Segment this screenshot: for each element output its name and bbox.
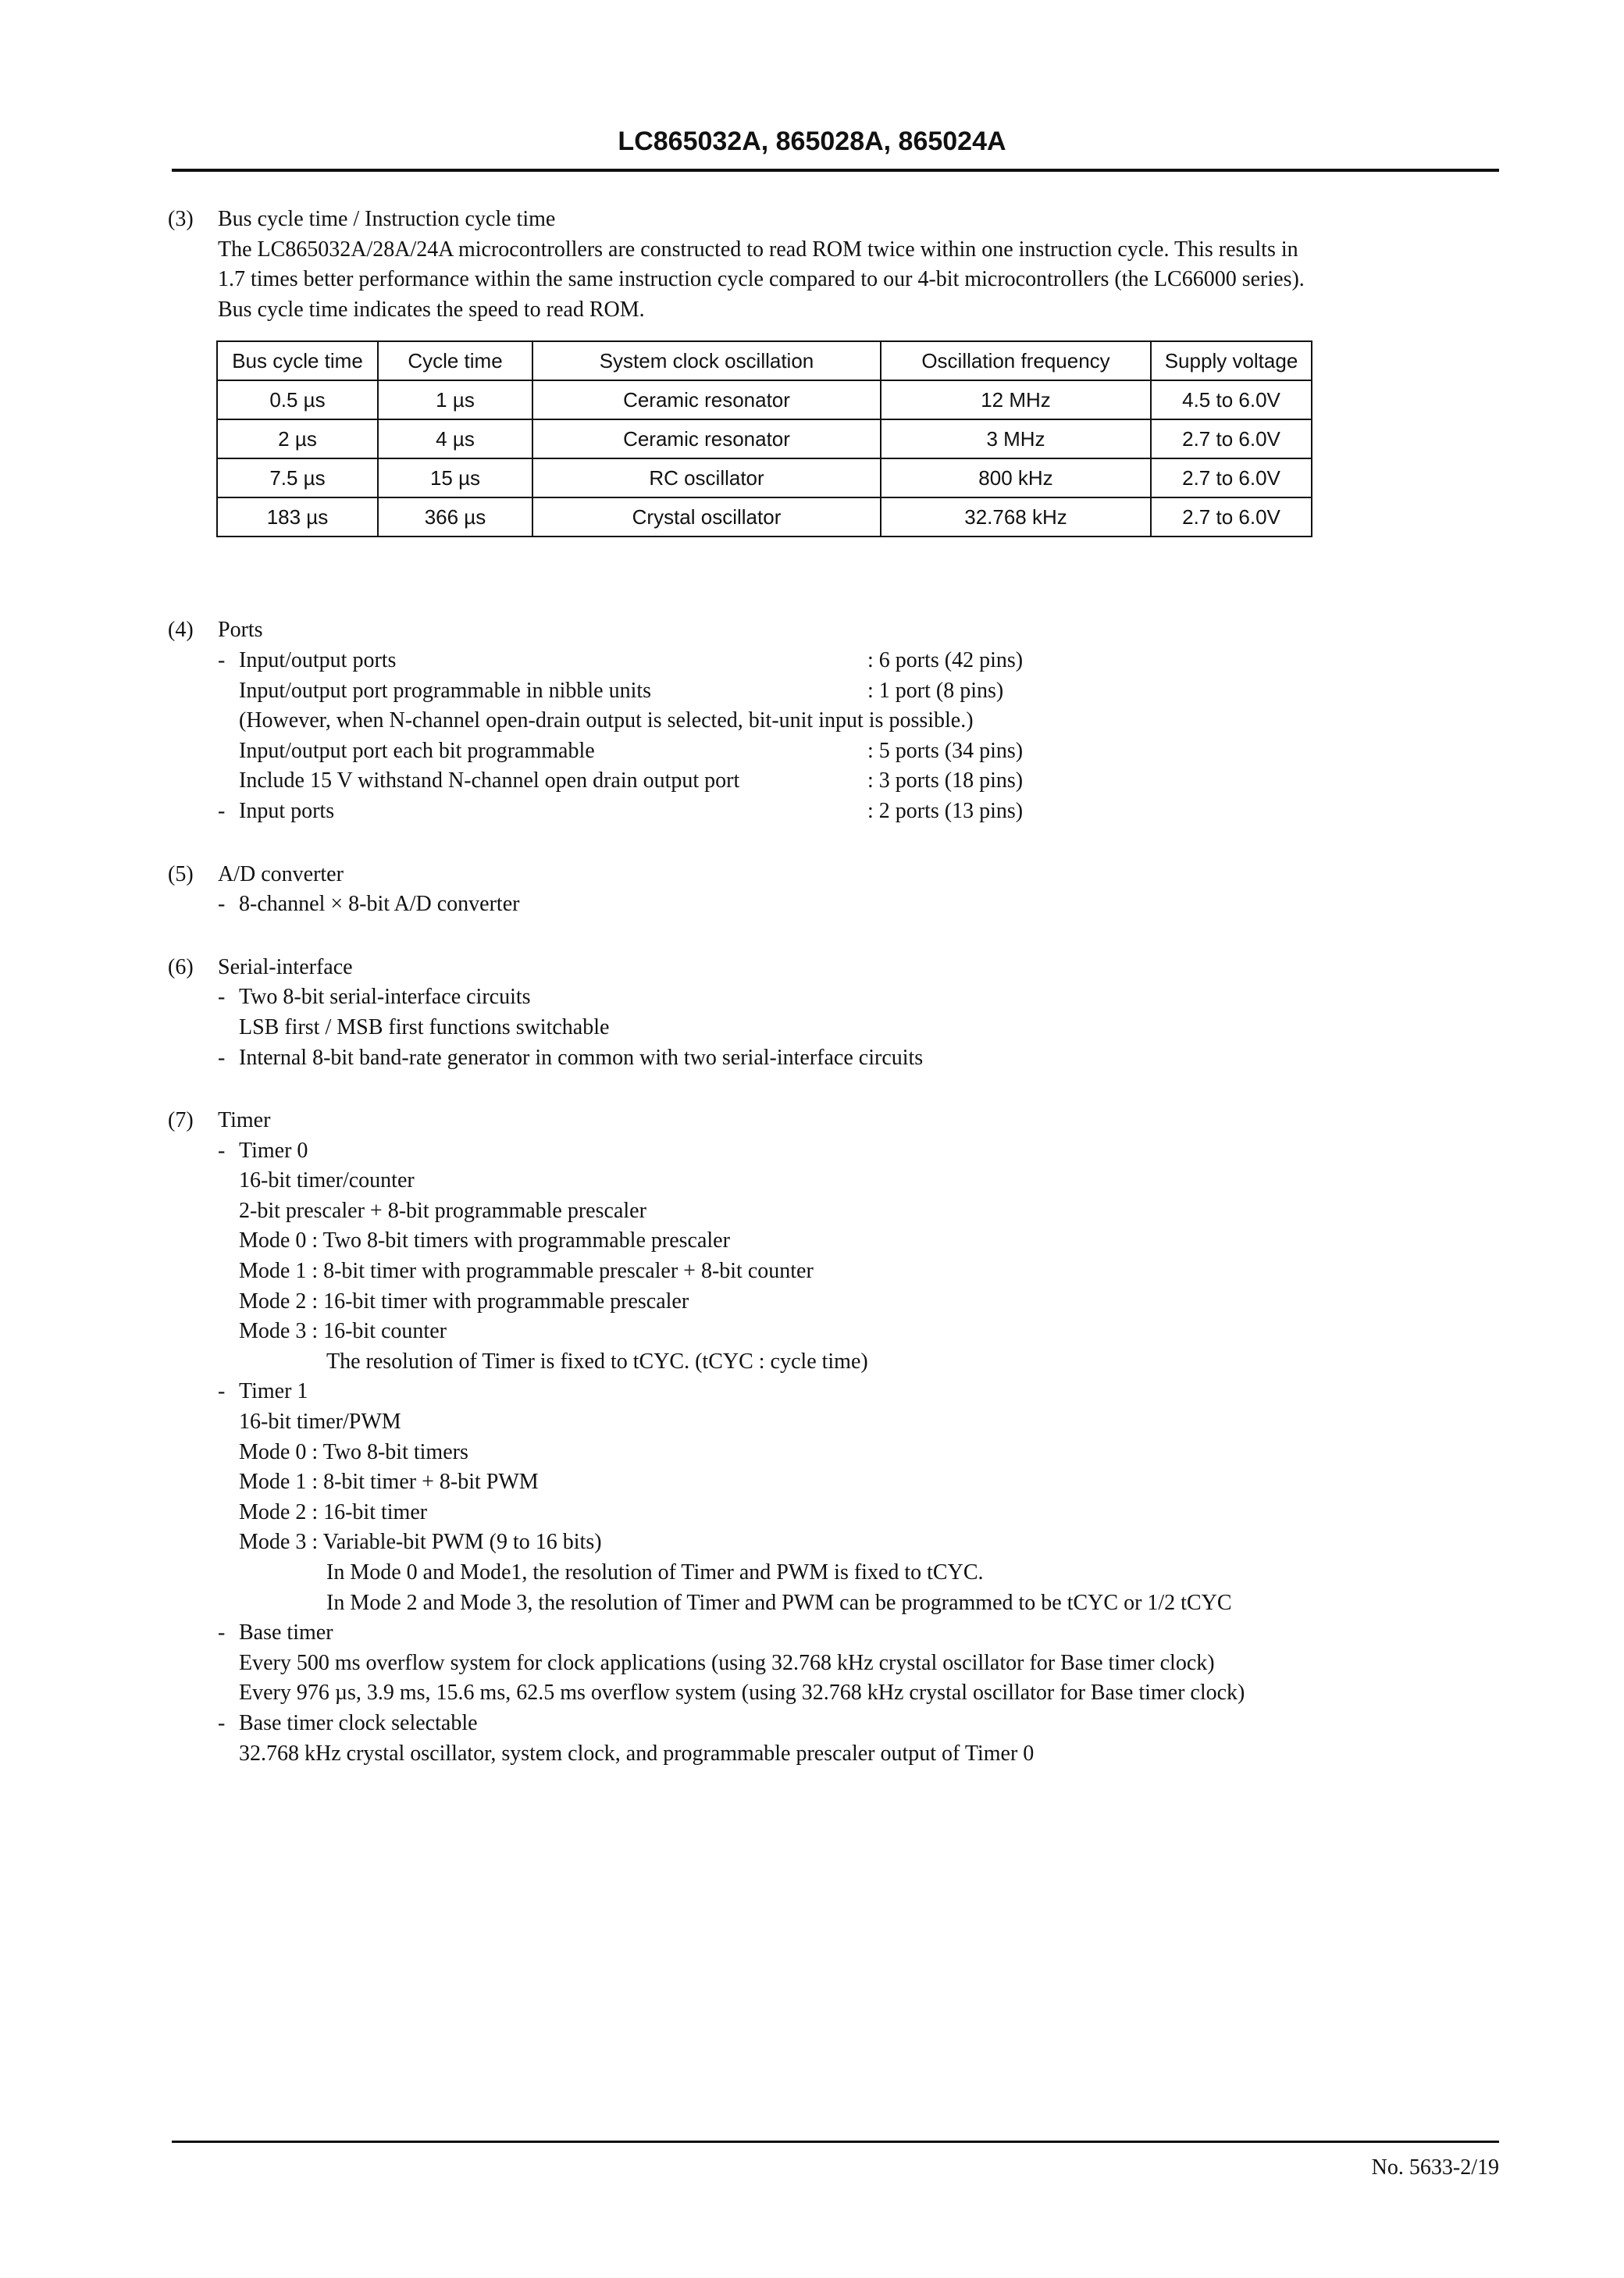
item-value: : 1 port (8 pins) (867, 678, 1004, 703)
section-title: Timer (218, 1108, 271, 1133)
item-text: Timer 0 (239, 1138, 308, 1163)
item-label: - Input ports (239, 798, 335, 823)
list-item (218, 736, 1495, 767)
timer-line: Mode 3 : Variable-bit PWM (9 to 16 bits) (239, 1530, 602, 1555)
timer-line: Every 976 µs, 3.9 ms, 15.6 ms, 62.5 ms overflow system (using 32.768 kHz crystal oscillator for Base timer clock) (239, 1681, 1245, 1706)
timer-line: Mode 1 : 8-bit timer + 8-bit PWM (239, 1470, 539, 1495)
timer-line: 2-bit prescaler + 8-bit programmable prescaler (239, 1198, 646, 1223)
paragraph-line: The LC865032A/28A/24A microcontrollers are constructed to read ROM twice within one instruction cycle. This results in (218, 237, 1298, 262)
list-subline: LSB first / MSB first functions switchable (239, 1014, 610, 1039)
document-body (168, 205, 1495, 1769)
table-cell: 15 µs (378, 458, 532, 497)
list-item-base-clock (218, 1709, 1495, 1739)
item-label: Input/output port each bit programmable (239, 738, 595, 763)
timer-note: The resolution of Timer is fixed to tCYC. (tCYC : cycle time) (326, 1349, 868, 1374)
timer-note: In Mode 0 and Mode1, the resolution of Timer and PWM is fixed to tCYC. (326, 1560, 984, 1585)
list-item (218, 1043, 1495, 1074)
item-value: : 2 ports (13 pins) (867, 798, 1024, 823)
list-item (218, 676, 1495, 707)
table-header-cell: Bus cycle time (217, 341, 378, 380)
bus-cycle-table (216, 340, 1312, 537)
table-cell: 183 µs (217, 497, 378, 537)
table-header-cell: Supply voltage (1151, 341, 1312, 380)
list-item-base-timer (218, 1618, 1495, 1649)
item-label: Include 15 V withstand N-channel open drain output port (239, 768, 740, 793)
footer-rule (172, 2141, 1499, 2143)
table-cell: Ceramic resonator (532, 419, 881, 458)
table-cell: 2 µs (217, 419, 378, 458)
table-cell: 12 MHz (881, 380, 1151, 419)
item-text: Internal 8-bit band-rate generator in common with two serial-interface circuits (239, 1045, 924, 1070)
item-text: Two 8-bit serial-interface circuits (239, 985, 531, 1010)
table-cell: 4 µs (378, 419, 532, 458)
item-text: Base timer clock selectable (239, 1710, 478, 1735)
section-title: A/D converter (218, 861, 344, 886)
table-row (217, 458, 1312, 497)
section-number: (5) (168, 861, 194, 886)
section-ports (168, 615, 1495, 826)
list-item-timer0 (218, 1136, 1495, 1167)
list-item (218, 797, 1495, 827)
table-cell: 1 µs (378, 380, 532, 419)
timer-line: Mode 2 : 16-bit timer (239, 1499, 428, 1524)
section-number: (4) (168, 618, 194, 643)
table-cell: Crystal oscillator (532, 497, 881, 537)
table-cell: 2.7 to 6.0V (1151, 497, 1312, 537)
table-cell: 0.5 µs (217, 380, 378, 419)
list-item-timer1 (218, 1377, 1495, 1407)
timer-line: Every 500 ms overflow system for clock applications (using 32.768 kHz crystal oscillator for Base timer clock) (239, 1650, 1215, 1675)
table-header-cell: System clock oscillation (532, 341, 881, 380)
table-header-row (217, 341, 1312, 380)
timer-line: Mode 1 : 8-bit timer with programmable prescaler + 8-bit counter (239, 1259, 814, 1284)
paragraph-line: 1.7 times better performance within the same instruction cycle compared to our 4-bit microcontrollers (the LC66000 series). (218, 267, 1305, 292)
table-row (217, 380, 1312, 419)
section-bus-cycle (168, 205, 1495, 537)
section-serial-interface (168, 953, 1495, 1073)
paragraph-line: Bus cycle time indicates the speed to read ROM. (218, 297, 645, 322)
item-label: - Input/output ports (239, 647, 397, 672)
item-value: : 3 ports (18 pins) (867, 768, 1024, 793)
table-cell: 32.768 kHz (881, 497, 1151, 537)
list-item (218, 982, 1495, 1013)
table-cell: 3 MHz (881, 419, 1151, 458)
section-number: (7) (168, 1108, 194, 1133)
timer-line: 16-bit timer/PWM (239, 1410, 401, 1435)
table-cell: 2.7 to 6.0V (1151, 419, 1312, 458)
section-title: Bus cycle time / Instruction cycle time (218, 207, 556, 231)
header-rule (172, 169, 1499, 172)
item-text: Timer 1 (239, 1379, 308, 1404)
table-cell: RC oscillator (532, 458, 881, 497)
timer-line: Mode 3 : 16-bit counter (239, 1319, 447, 1344)
table-header-cell: Oscillation frequency (881, 341, 1151, 380)
table-cell: 4.5 to 6.0V (1151, 380, 1312, 419)
list-item (218, 766, 1495, 797)
table-cell: 366 µs (378, 497, 532, 537)
section-number: (6) (168, 954, 194, 979)
table-row (217, 419, 1312, 458)
table-cell: 2.7 to 6.0V (1151, 458, 1312, 497)
timer-line: 16-bit timer/counter (239, 1168, 415, 1193)
item-value: : 6 ports (42 pins) (867, 647, 1024, 672)
timer-line: Mode 0 : Two 8-bit timers (239, 1439, 468, 1464)
item-value: : 5 ports (34 pins) (867, 738, 1024, 763)
page-number: No. 5633-2/19 (1371, 2155, 1499, 2180)
list-item (218, 889, 1495, 920)
section-title: Serial-interface (218, 954, 353, 979)
item-label: Input/output port programmable in nibble units (239, 678, 652, 703)
timer-line: Mode 0 : Two 8-bit timers with programmable prescaler (239, 1228, 730, 1253)
list-item (218, 646, 1495, 676)
page-header-title: LC865032A, 865028A, 865024A (618, 127, 1006, 156)
section-ad-converter (168, 860, 1495, 920)
item-text: Base timer (239, 1620, 333, 1645)
timer-note: In Mode 2 and Mode 3, the resolution of Timer and PWM can be programmed to be tCYC or 1/2 tCYC (326, 1590, 1232, 1615)
table-cell: 7.5 µs (217, 458, 378, 497)
table-row (217, 497, 1312, 537)
note-line: (However, when N-channel open-drain output is selected, bit-unit input is possible.) (239, 708, 974, 733)
section-timer (168, 1106, 1495, 1769)
timer-line: Mode 2 : 16-bit timer with programmable prescaler (239, 1289, 689, 1314)
table-cell: 800 kHz (881, 458, 1151, 497)
item-text: 8-channel × 8-bit A/D converter (239, 892, 520, 917)
section-title: Ports (218, 618, 263, 643)
table-cell: Ceramic resonator (532, 380, 881, 419)
timer-line: 32.768 kHz crystal oscillator, system clock, and programmable prescaler output of Timer 0 (239, 1741, 1035, 1766)
table-header-cell: Cycle time (378, 341, 532, 380)
section-number: (3) (168, 207, 194, 231)
